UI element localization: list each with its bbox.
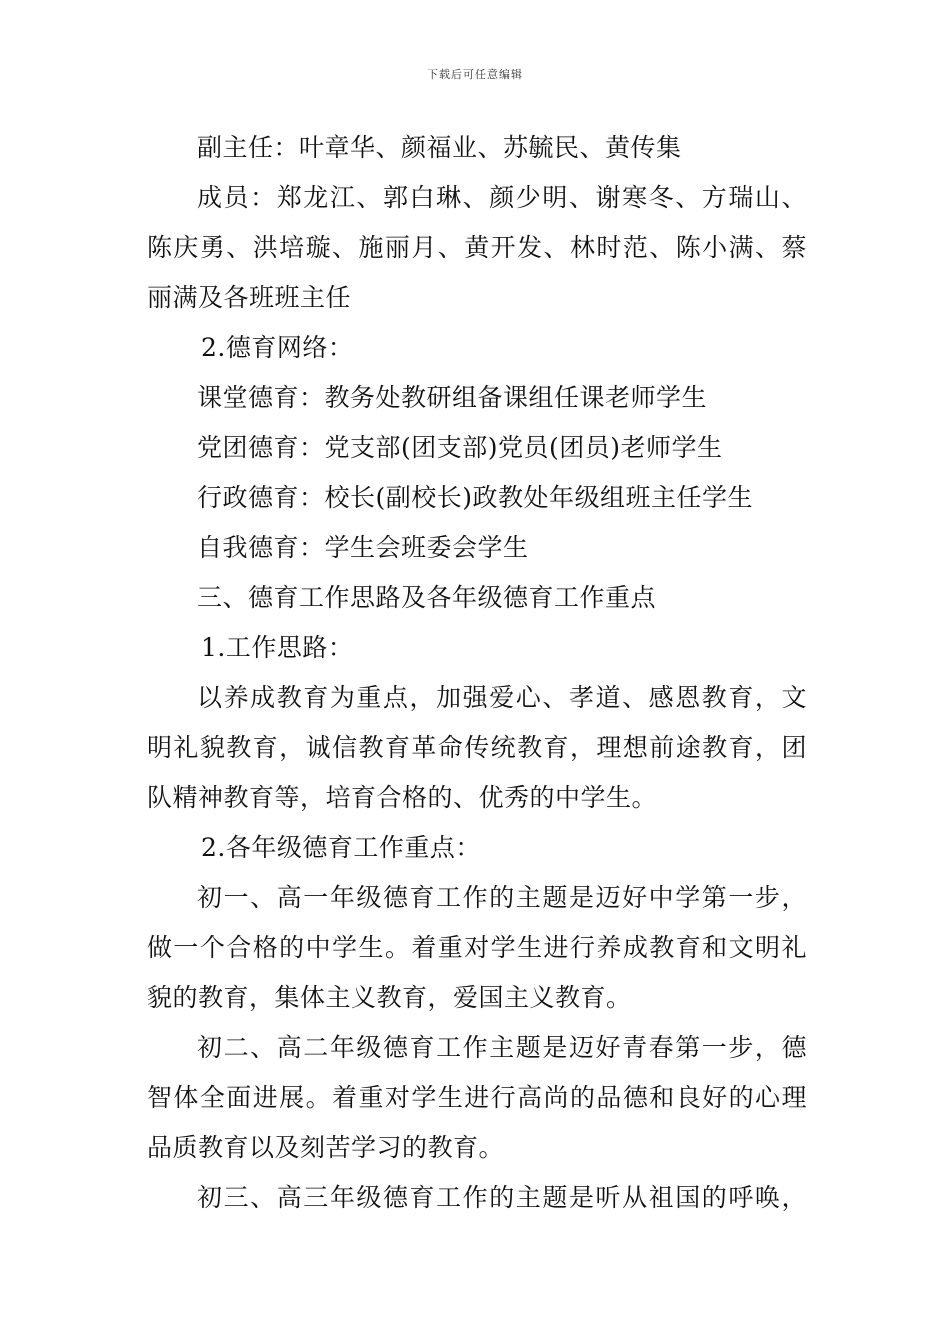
paragraph-line: 党团德育：党支部(团支部)党员(团员)老师学生 [197, 433, 723, 462]
section-heading: 三、德育工作思路及各年级德育工作重点 [197, 583, 657, 612]
paragraph-line: 课堂德育：教务处教研组备课组任课老师学生 [197, 383, 708, 412]
paragraph-line: 初二、高二年级德育工作主题是迈好青春第一步，德 [197, 1033, 807, 1062]
paragraph-line: 自我德育：学生会班委会学生 [197, 533, 529, 562]
paragraph-line: 队精神教育等，培育合格的、优秀的中学生。 [147, 783, 658, 812]
paragraph-line: 初三、高三年级德育工作的主题是听从祖国的呼唤， [197, 1183, 807, 1212]
paragraph-line: 明礼貌教育，诚信教育革命传统教育，理想前途教育，团 [147, 733, 807, 762]
paragraph-line: 成员：郑龙江、郭白琳、颜少明、谢寒冬、方瑞山、 [197, 183, 807, 212]
paragraph-line: 副主任：叶章华、颜福业、苏毓民、黄传集 [197, 133, 682, 162]
document-body [147, 123, 807, 1223]
paragraph-line: 丽满及各班班主任 [147, 283, 352, 312]
paragraph-line: 貌的教育，集体主义教育，爱国主义教育。 [147, 983, 632, 1012]
paragraph-line: 智体全面进展。着重对学生进行高尚的品德和良好的心理 [147, 1083, 807, 1112]
section-heading: 1.工作思路： [201, 633, 354, 662]
paragraph-line: 做一个合格的中学生。着重对学生进行养成教育和文明礼 [147, 933, 807, 962]
section-heading: 2.各年级德育工作重点： [201, 833, 481, 862]
section-heading: 2.德育网络： [201, 333, 354, 362]
paragraph-line: 行政德育：校长(副校长)政教处年级组班主任学生 [197, 483, 754, 512]
paragraph-line: 初一、高一年级德育工作的主题是迈好中学第一步， [197, 883, 807, 912]
paragraph-line: 品质教育以及刻苦学习的教育。 [147, 1133, 505, 1162]
page-header: 下载后可任意编辑 [427, 68, 523, 81]
paragraph-line: 以养成教育为重点，加强爱心、孝道、感恩教育，文 [197, 683, 807, 712]
paragraph-line: 陈庆勇、洪培璇、施丽月、黄开发、林时范、陈小满、蔡 [147, 233, 807, 262]
